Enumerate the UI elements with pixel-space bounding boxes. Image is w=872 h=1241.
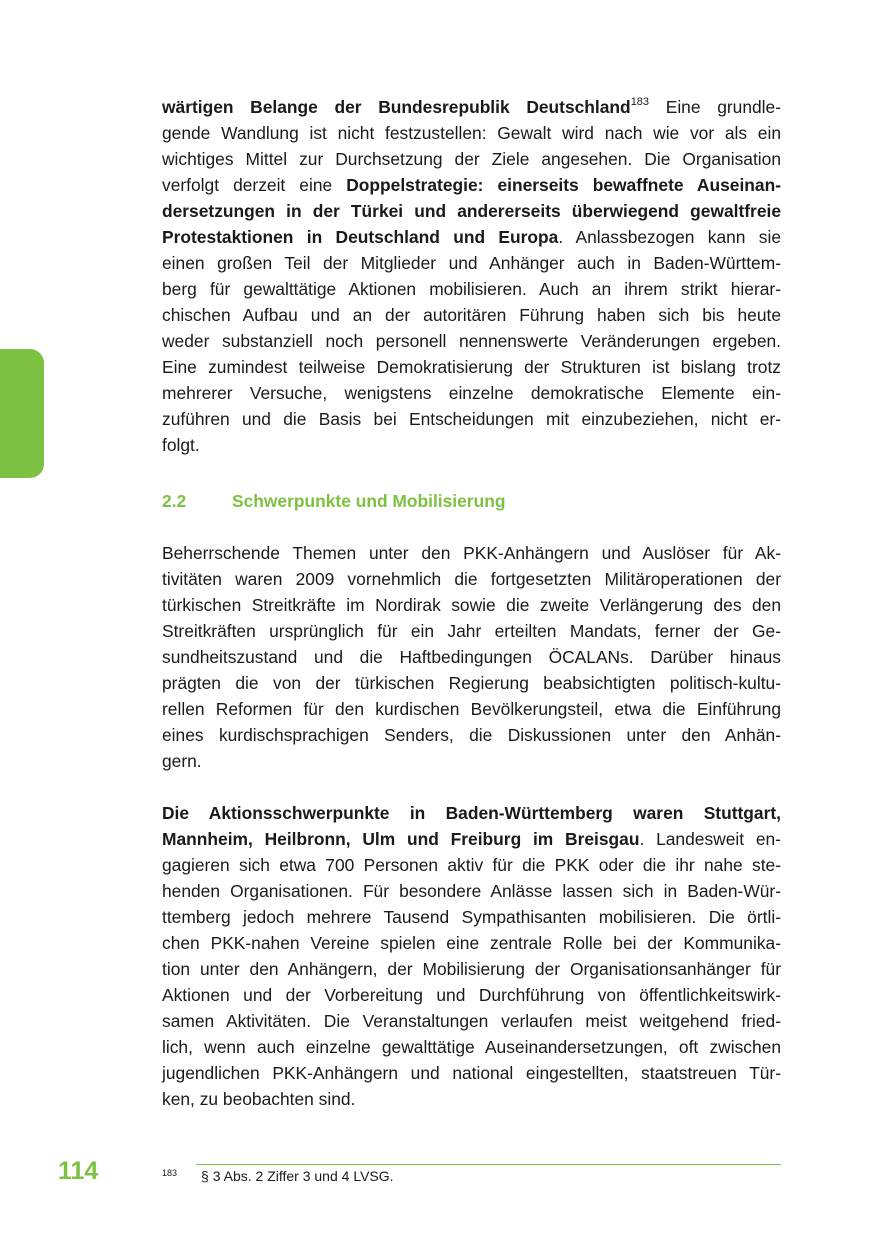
text-line: wärtigen Belange der Bundesrepublik Deutschland$^{183}$ Eine grundle-	[162, 96, 781, 117]
text-line: gende Wandlung ist nicht festzustellen: Gewalt wird nach wie vor als ein	[162, 123, 781, 143]
text-line: dersetzungen in der Türkei und andererseits überwiegend gewaltfreie	[162, 201, 781, 221]
text-line: berg für gewalttätige Aktionen mobilisieren. Auch an ihrem strikt hierar-	[162, 279, 781, 299]
paragraph-3	[162, 800, 781, 1112]
paragraph-2	[162, 540, 781, 774]
paragraph-1	[162, 94, 781, 458]
footnote-divider	[196, 1164, 781, 1165]
text-line: Protestaktionen in Deutschland und Europa. Anlassbezogen kann sie	[162, 227, 782, 247]
text-line: tion unter den Anhängern, der Mobilisierung der Organisationsanhänger für	[162, 959, 781, 979]
text-line: rellen Reformen für den kurdischen Bevölkerungsteil, etwa die Einführung	[162, 699, 781, 719]
chapter-tab	[0, 349, 44, 478]
text-line: Die Aktionsschwerpunkte in Baden-Württemberg waren Stuttgart,	[162, 803, 781, 823]
text-line: chen PKK-nahen Vereine spielen eine zentrale Rolle bei der Kommunika-	[162, 933, 781, 953]
text-line: weder substanziell noch personell nennenswerte Veränderungen ergeben.	[162, 331, 781, 351]
text-line: sundheitszustand und die Haftbedingungen ÖCALANs. Darüber hinaus	[162, 647, 781, 667]
text-line: zuführen und die Basis bei Entscheidungen mit einzubeziehen, nicht er-	[162, 409, 781, 429]
section-number: 2.2	[162, 491, 187, 511]
text-line: Mannheim, Heilbronn, Ulm und Freiburg im Breisgau. Landesweit en-	[162, 829, 781, 849]
text-line: Streitkräften ursprünglich für ein Jahr erteilten Mandats, ferner der Ge-	[162, 621, 781, 641]
text-line: gagieren sich etwa 700 Personen aktiv für die PKK oder die ihr nahe ste-	[162, 855, 781, 875]
page-number: 114	[58, 1157, 99, 1185]
text-line: prägten die von der türkischen Regierung beabsichtigten politisch-kultu-	[162, 673, 781, 693]
text-line: einen großen Teil der Mitglieder und Anhänger auch in Baden-Württem-	[162, 253, 781, 273]
text-line: verfolgt derzeit eine Doppelstrategie: einerseits bewaffnete Auseinan-	[162, 175, 781, 195]
text-line: türkischen Streitkräfte im Nordirak sowie die zweite Verlängerung des den	[162, 595, 781, 615]
text-line: Aktionen und der Vorbereitung und Durchführung von öffentlichkeitswirk-	[162, 985, 781, 1005]
text-line: wichtiges Mittel zur Durchsetzung der Ziele angesehen. Die Organisation	[162, 149, 781, 169]
text-line: ken, zu beobachten sind.	[162, 1089, 356, 1109]
text-line: Eine zumindest teilweise Demokratisierung der Strukturen ist bislang trotz	[162, 357, 781, 377]
footnote	[162, 1167, 394, 1187]
text-line: jugendlichen PKK-Anhängern und national eingestellten, staatstreuen Tür-	[162, 1063, 781, 1083]
text-line: henden Organisationen. Für besondere Anlässe lassen sich in Baden-Wür-	[162, 881, 781, 901]
text-line: mehrerer Versuche, wenigstens einzelne demokratische Elemente ein-	[162, 383, 781, 403]
text-line: eines kurdischsprachigen Senders, die Diskussionen unter den Anhän-	[162, 725, 781, 745]
text-line: lich, wenn auch einzelne gewalttätige Auseinandersetzungen, oft zwischen	[162, 1037, 781, 1057]
text-line: gern.	[162, 751, 202, 771]
footnote-mark: 183	[162, 1168, 178, 1178]
footnote-text: § 3 Abs. 2 Ziffer 3 und 4 LVSG.	[201, 1168, 394, 1184]
section-heading	[162, 484, 781, 514]
text-line: chischen Aufbau und an der autoritären Führung haben sich bis heute	[162, 305, 781, 325]
text-line: tivitäten waren 2009 vornehmlich die fortgesetzten Militäroperationen der	[162, 569, 781, 589]
footnote-ref[interactable]: 183	[630, 96, 650, 109]
text-line: Beherrschende Themen unter den PKK-Anhängern und Auslöser für Ak-	[162, 543, 781, 563]
body-text	[162, 94, 781, 1112]
text-line: samen Aktivitäten. Die Veranstaltungen verlaufen meist weitgehend fried-	[162, 1011, 781, 1031]
text-line: folgt.	[162, 435, 200, 455]
section-title: Schwerpunkte und Mobilisierung	[232, 491, 506, 511]
text-line: ttemberg jedoch mehrere Tausend Sympathisanten mobilisieren. Die örtli-	[162, 907, 781, 927]
